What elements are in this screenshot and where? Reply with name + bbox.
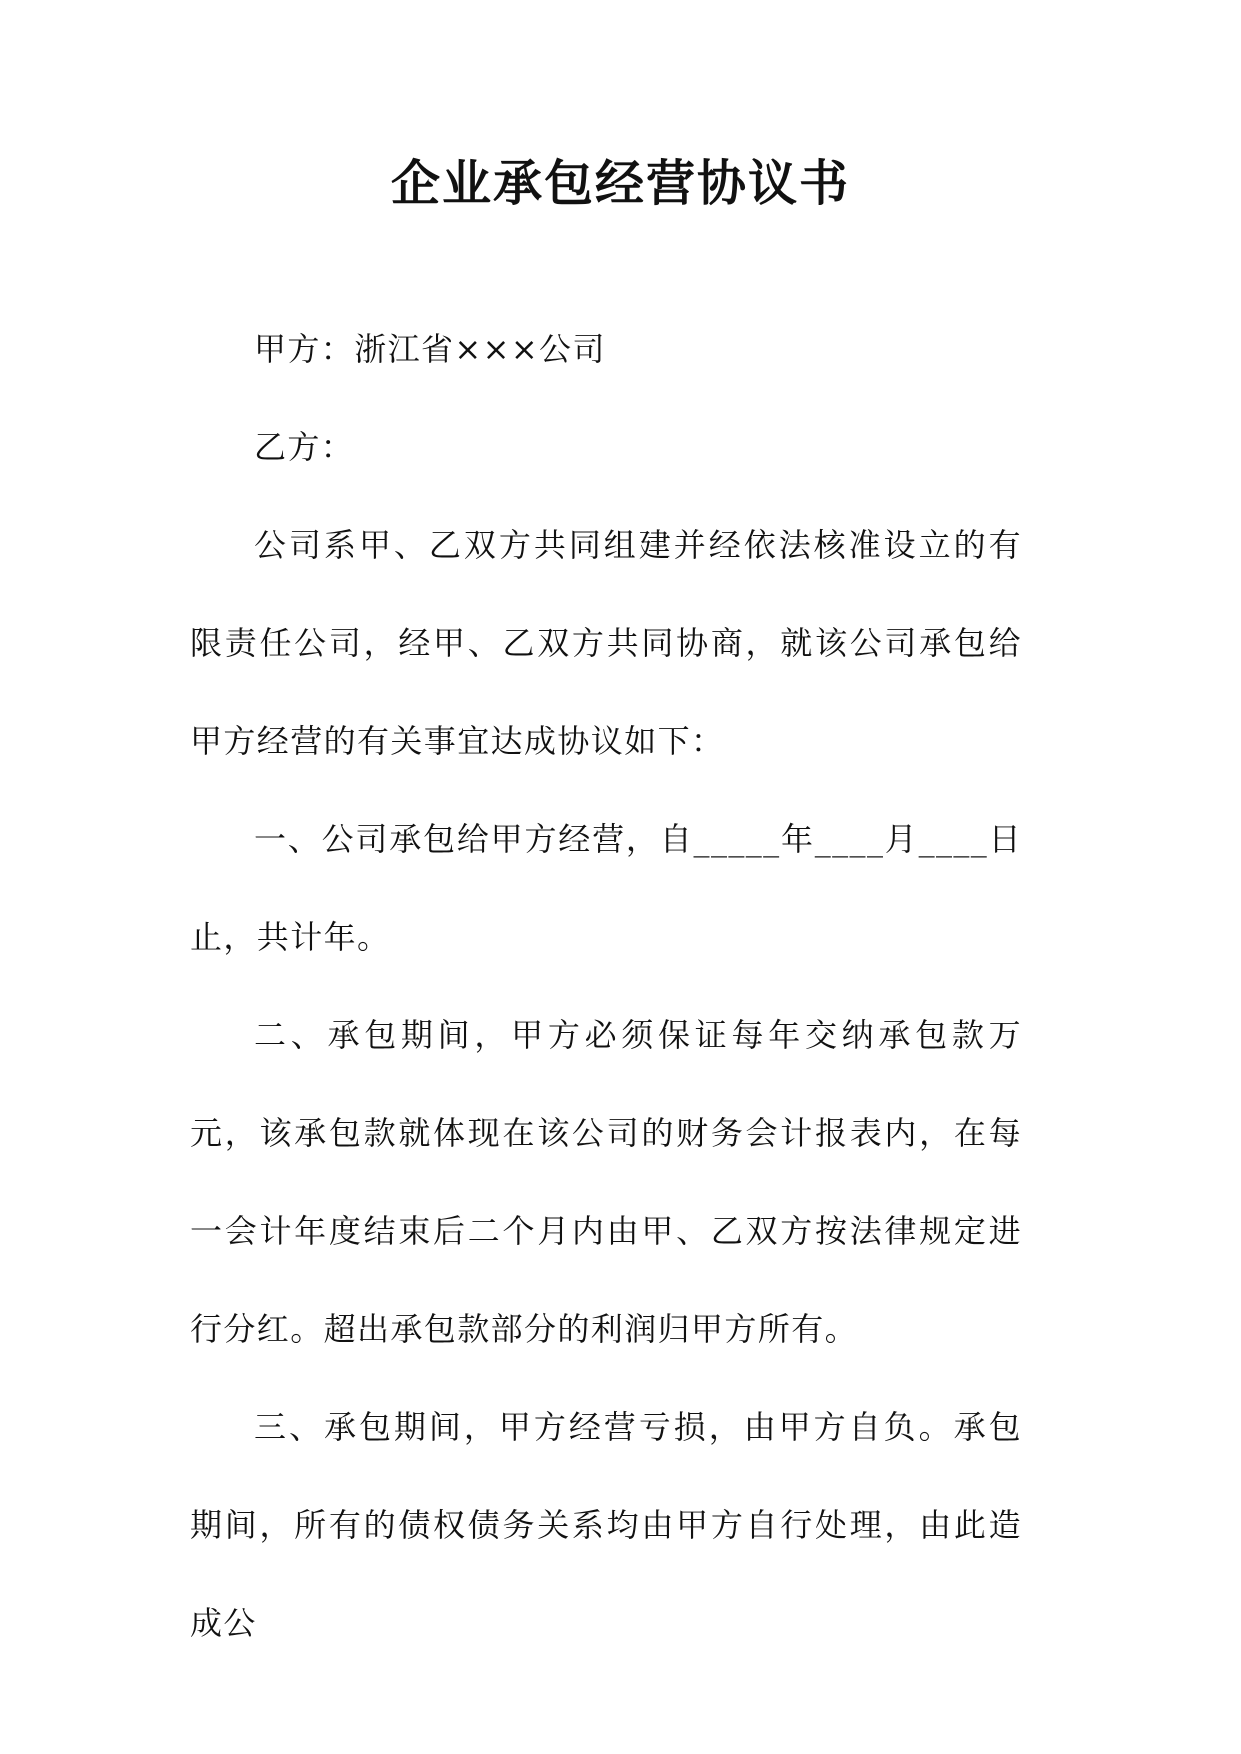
paragraph-intro: 公司系甲、乙双方共同组建并经依法核准设立的有限责任公司，经甲、乙双方共同协商，就该公司承包给甲方经营的有关事宜达成协议如下： <box>190 526 1022 760</box>
document-body <box>190 300 1022 1672</box>
paragraph-clause-1: 一、公司承包给甲方经营，自_____年____月____日止，共计年。 <box>190 820 1022 956</box>
paragraph-clause-3: 三、承包期间，甲方经营亏损，由甲方自负。承包期间，所有的债权债务关系均由甲方自行处理，由此造成公 <box>190 1408 1022 1642</box>
paragraph-clause-2: 二、承包期间，甲方必须保证每年交纳承包款万元，该承包款就体现在该公司的财务会计报表内，在每一会计年度结束后二个月内由甲、乙双方按法律规定进行分红。超出承包款部分的利润归甲方所有。 <box>190 1016 1022 1348</box>
document-title: 企业承包经营协议书 <box>390 154 850 212</box>
party-a-line: 甲方：浙江省×××公司 <box>254 330 606 368</box>
party-b-line: 乙方： <box>254 428 355 466</box>
